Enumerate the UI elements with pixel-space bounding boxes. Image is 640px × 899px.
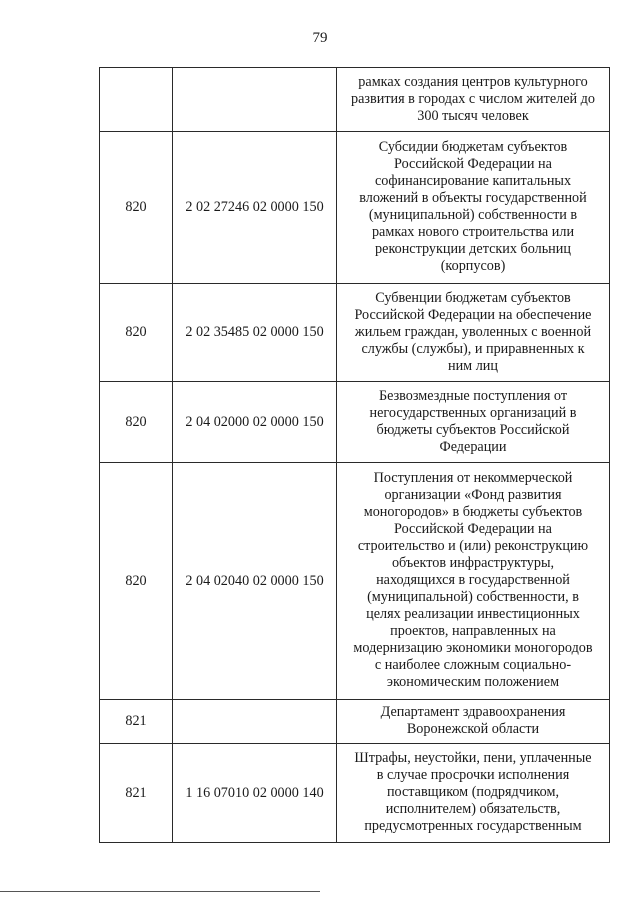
table-row [100,700,610,744]
admin-code-cell: 821 [100,744,173,843]
name-text: Субвенции бюджетам субъектов Российской Федерации на обеспечение жильем граждан, уволенных с военной службы (службы), и приравненных к ним лиц [354,289,592,374]
budget-code-cell: 2 02 35485 02 0000 150 [173,284,337,382]
table-row [100,744,610,843]
name-cell [337,68,610,132]
name-text: рамках создания центров культурного развития в городах с числом жителей до 300 тысяч человек [351,73,595,124]
admin-code-cell: 820 [100,382,173,463]
table-row [100,284,610,382]
budget-classification-table [99,67,610,843]
name-cell [337,463,610,700]
budget-code-cell [173,68,337,132]
name-cell [337,284,610,382]
name-cell [337,744,610,843]
admin-code-cell: 821 [100,700,173,744]
name-cell [337,382,610,463]
name-cell [337,132,610,284]
budget-code-cell [173,700,337,744]
name-text: Департамент здравоохранения Воронежской области [380,704,566,737]
page-number: 79 [312,30,328,46]
budget-code-cell: 1 16 07010 02 0000 140 [173,744,337,843]
table-row [100,132,610,284]
table-row [100,382,610,463]
name-text: Поступления от некоммерческой организации «Фонд развития моногородов» в бюджеты субъектов Российской Федерации на строительство и (или) реконструкцию объектов инфраструктуры, находящихся в государственной (муниципальной) собственности, в целях реализации инвестиционных проектов, направленных на модернизацию экономики моногородов с наиболее сложным социально- экономическим положением [353,470,593,690]
admin-code-cell [100,68,173,132]
admin-code-cell: 820 [100,463,173,700]
name-cell [337,700,610,744]
admin-code-cell: 820 [100,132,173,284]
table-row [100,68,610,132]
name-text: Субсидии бюджетам субъектов Российской Федерации на софинансирование капитальных вложений в объекты государственной (муниципальной) собственности в рамках нового строительства или реконструкции детских больниц (корпусов) [359,139,587,274]
budget-code-cell: 2 04 02040 02 0000 150 [173,463,337,700]
budget-code-cell: 2 02 27246 02 0000 150 [173,132,337,284]
budget-code-cell: 2 04 02000 02 0000 150 [173,382,337,463]
name-text: Безвозмездные поступления от негосударственных организаций в бюджеты субъектов Российской Федерации [369,387,577,455]
admin-code-cell: 820 [100,284,173,382]
name-text: Штрафы, неустойки, пени, уплаченные в случае просрочки исполнения поставщиком (подрядчиком, исполнителем) обязательств, предусмотренных государственным [354,750,592,834]
footer-divider [0,891,320,892]
table-row [100,463,610,700]
